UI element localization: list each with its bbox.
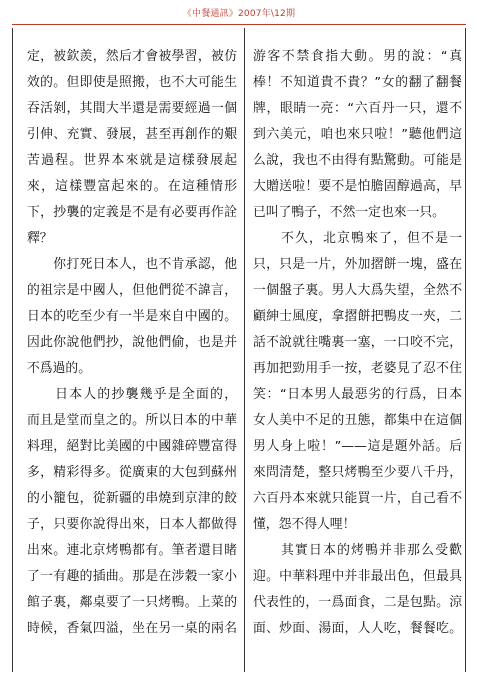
text-line: 子，只要你說得出來，日本人都做得 [27, 517, 237, 532]
text-line: 其實日本的烤鴨并非那么受歡 [253, 543, 462, 558]
text-line: 懂，怨不得人哩！ [253, 517, 356, 532]
text-line: 多，精彩得多。從廣東的大包到蘇州 [27, 465, 237, 480]
text-line: 下，抄襲的定義是不是有必要再作詮 [27, 205, 237, 220]
text-line: 已叫了鴨子，不然一定也來一只。 [253, 205, 445, 220]
text-line: 男人身上啦！”——這是題外話。后 [253, 439, 462, 454]
text-line: 六百丹本來就只能買一片，自己看不 [253, 491, 462, 506]
text-line: 效的。但即使是照搬，也不大可能生 [27, 75, 237, 90]
left-border [12, 28, 13, 672]
text-line: 再加把勁用手一按，老婆見了忍不住 [253, 361, 462, 376]
text-line: 顧紳士風度，拿摺餅把鴨皮一夾，二 [253, 309, 462, 324]
text-line: 話不說就往嘴裏一塞，一口咬不完， [253, 335, 462, 350]
text-line: 而且是堂而皇之的。所以日本的中華 [27, 413, 237, 428]
text-line: 苦過程。世界本來就是這樣發展起 [27, 153, 237, 168]
text-line: 牌，眼睛一亮：“六百丹一只，還不 [253, 101, 462, 116]
text-line: 棒！不知道貴不貴？”女的翻了翻餐 [253, 75, 462, 90]
text-line: 館子裏，鄰桌要了一只烤鴨。上菜的 [27, 595, 237, 610]
text-line: 來，這樣豐富起來的。在這種情形 [27, 179, 237, 194]
text-line: 么說，我也不由得有點驚動。可能是 [253, 153, 462, 168]
text-line: 日本的吃至少有一半是來自中國的。 [27, 309, 237, 324]
text-line: 出來。連北京烤鴨都有。筆者還目睹 [27, 543, 237, 558]
text-line: 笑：“日本男人最惡劣的行爲，日本 [253, 387, 462, 402]
header-divider [12, 24, 466, 25]
text-line: 了一有趣的插曲。那是在涉穀一家小 [27, 569, 237, 584]
text-line: 定，被欽羨，然后才會被學習，被仿 [27, 49, 237, 64]
text-line: 時候，香氣四溢，坐在另一桌的兩名 [27, 621, 237, 636]
left-column [27, 44, 237, 642]
text-line: 一個盤子裏。男人大爲失望，全然不 [253, 283, 462, 298]
text-line: 不久，北京鴨來了，但不是一 [253, 231, 462, 246]
text-line: 釋？ [27, 231, 53, 246]
text-line: 料理，絕對比美國的中國雜碎豐富得 [27, 439, 237, 454]
column-divider [244, 28, 245, 672]
right-column [253, 44, 462, 642]
text-line: 吞活剝，其間大半還是需要經過一個 [27, 101, 237, 116]
text-line: 面、炒面、湯面，人人吃，餐餐吃。 [253, 621, 462, 636]
text-line: 不爲過的。 [27, 361, 91, 376]
page-header: 《中餐通訊》2007年\12期 [182, 9, 296, 19]
right-border [465, 28, 466, 672]
text-line: 迎。中華料理中并非最出色，但最具 [253, 569, 462, 584]
text-line: 來問清楚，整只烤鴨至少要八千丹， [253, 465, 462, 480]
text-line: 到六美元，咱也來只啦！”聽他們這 [253, 127, 462, 142]
text-line: 代表性的，一爲面食，二是包點。涼 [253, 595, 462, 610]
text-line: 女人美中不足的丑態，都集中在這個 [253, 413, 462, 428]
text-line: 的祖宗是中國人，但他們從不諱言， [27, 283, 237, 298]
text-line: 游客不禁食指大動。男的說：“真 [253, 49, 462, 64]
text-line: 只，只是一片，外加摺餅一塊，盛在 [253, 257, 462, 272]
text-line: 的小籠包，從新疆的串燒到京津的餃 [27, 491, 237, 506]
text-line: 日本人的抄襲幾乎是全面的， [27, 387, 237, 402]
text-line: 你打死日本人，也不肯承認，他 [27, 257, 237, 272]
text-line: 大贈送啦！要不是怕膽固醇過高，早 [253, 179, 462, 194]
text-line: 引伸、充實、發展，甚至再創作的艱 [27, 127, 237, 142]
text-line: 因此你說他們抄，說他們偷，也是并 [27, 335, 237, 350]
